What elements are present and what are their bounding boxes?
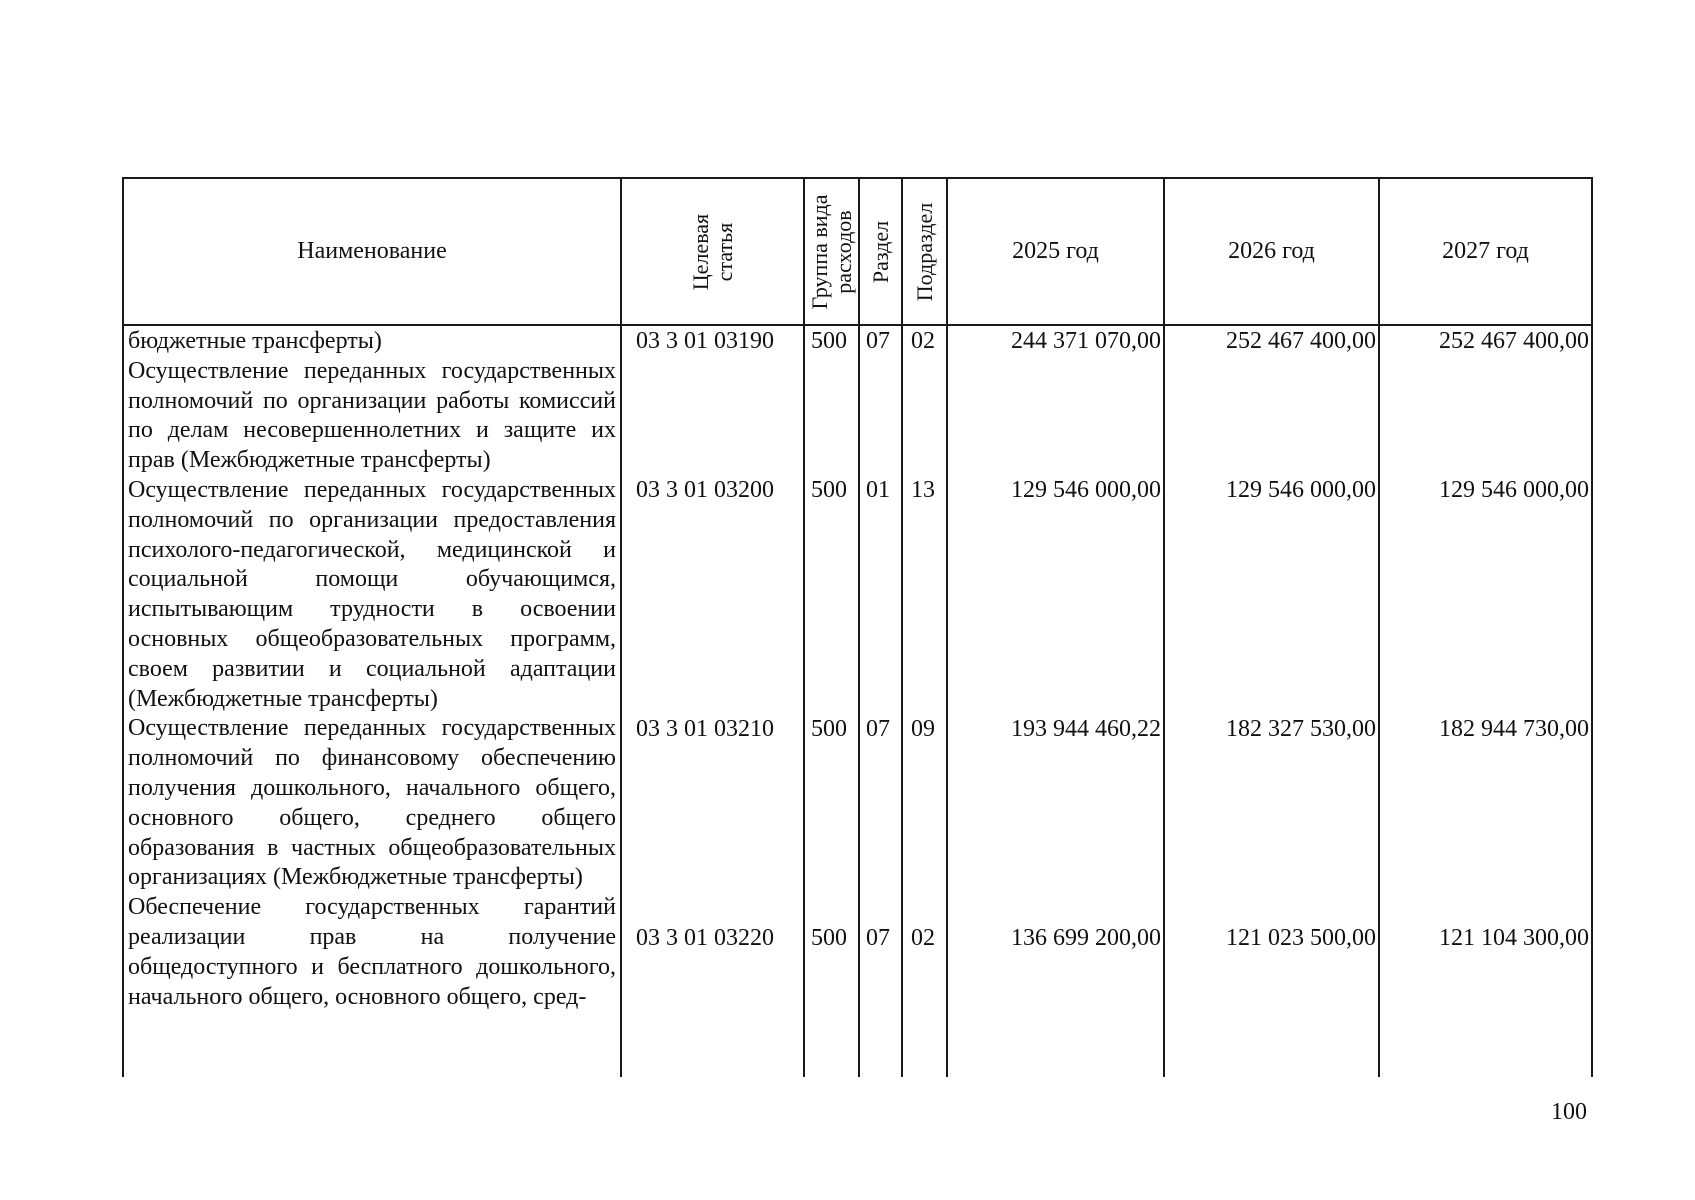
- name-paragraph: Осуществление переданных государственных полномочий по финансовому обеспечению получения дошкольного, начального общего, основного общего, среднего общего образования в частных общеобразовательных организациях (Межбюджетные трансферты): [128, 715, 616, 891]
- header-target: [622, 179, 803, 324]
- name-paragraph: Осуществление переданных государственных полномочий по организации работы комиссий по делам несовершеннолетних и защите их прав (Межбюджетные трансферты): [128, 357, 616, 474]
- header-2027: 2027 год: [1442, 238, 1529, 264]
- cell-target: 03 3 01 03200: [636, 477, 774, 503]
- cell-2027: 121 104 300,00: [1439, 925, 1589, 951]
- header-target-text: Целевая статья: [687, 213, 737, 290]
- budget-table: [122, 177, 1593, 1077]
- cell-target: 03 3 01 03190: [636, 328, 774, 354]
- header-razdel-text: Раздел: [867, 220, 893, 283]
- header-name: Наименование: [297, 238, 447, 264]
- cell-2027: 182 944 730,00: [1439, 716, 1589, 742]
- cell-2025: 244 371 070,00: [1011, 328, 1161, 354]
- header-2025: 2025 год: [1012, 238, 1099, 264]
- cell-group: 500: [811, 716, 847, 742]
- cell-group: 500: [811, 328, 847, 354]
- cell-2026: 129 546 000,00: [1226, 477, 1376, 503]
- name-paragraph: Обеспечение государственных гарантий реализации прав на получение общедоступного и бесплатного дошкольного, начального общего, основного общего, сред-: [128, 894, 616, 1010]
- page-number: 100: [1551, 1099, 1587, 1125]
- cell-2025: 193 944 460,22: [1011, 716, 1161, 742]
- cell-2025: 129 546 000,00: [1011, 477, 1161, 503]
- cell-2027: 252 467 400,00: [1439, 328, 1589, 354]
- name-paragraph: Осуществление переданных государственных полномочий по организации предоставления психолого-педагогической, медицинской и социальной помощи обучающимся, испытывающим трудности в освоении основных общеобразовательных программ, своем развитии и социальной адаптации (Межбюджетные трансферты): [128, 476, 616, 712]
- cell-razdel: 01: [866, 477, 890, 503]
- cell-podrazdel: 09: [911, 716, 935, 742]
- cell-2027: 129 546 000,00: [1439, 477, 1589, 503]
- header-podrazdel-text: Подраздел: [911, 202, 937, 301]
- cell-target: 03 3 01 03210: [636, 716, 774, 742]
- cell-podrazdel: 13: [911, 477, 935, 503]
- name-paragraph: бюджетные трансферты): [128, 328, 382, 354]
- header-podrazdel: [903, 179, 946, 324]
- cell-razdel: 07: [866, 328, 890, 354]
- header-2026: 2026 год: [1228, 238, 1315, 264]
- name-column: [128, 327, 616, 1012]
- header-group-text: Группа вида расходов: [806, 194, 856, 309]
- cell-podrazdel: 02: [911, 328, 935, 354]
- header-group: [805, 179, 858, 324]
- cell-2026: 252 467 400,00: [1226, 328, 1376, 354]
- cell-podrazdel: 02: [911, 925, 935, 951]
- cell-group: 500: [811, 925, 847, 951]
- cell-target: 03 3 01 03220: [636, 925, 774, 951]
- cell-2026: 121 023 500,00: [1226, 925, 1376, 951]
- cell-group: 500: [811, 477, 847, 503]
- header-razdel: [860, 179, 901, 324]
- cell-2025: 136 699 200,00: [1011, 925, 1161, 951]
- cell-2026: 182 327 530,00: [1226, 716, 1376, 742]
- column-rule: [1591, 177, 1593, 1077]
- cell-razdel: 07: [866, 716, 890, 742]
- cell-razdel: 07: [866, 925, 890, 951]
